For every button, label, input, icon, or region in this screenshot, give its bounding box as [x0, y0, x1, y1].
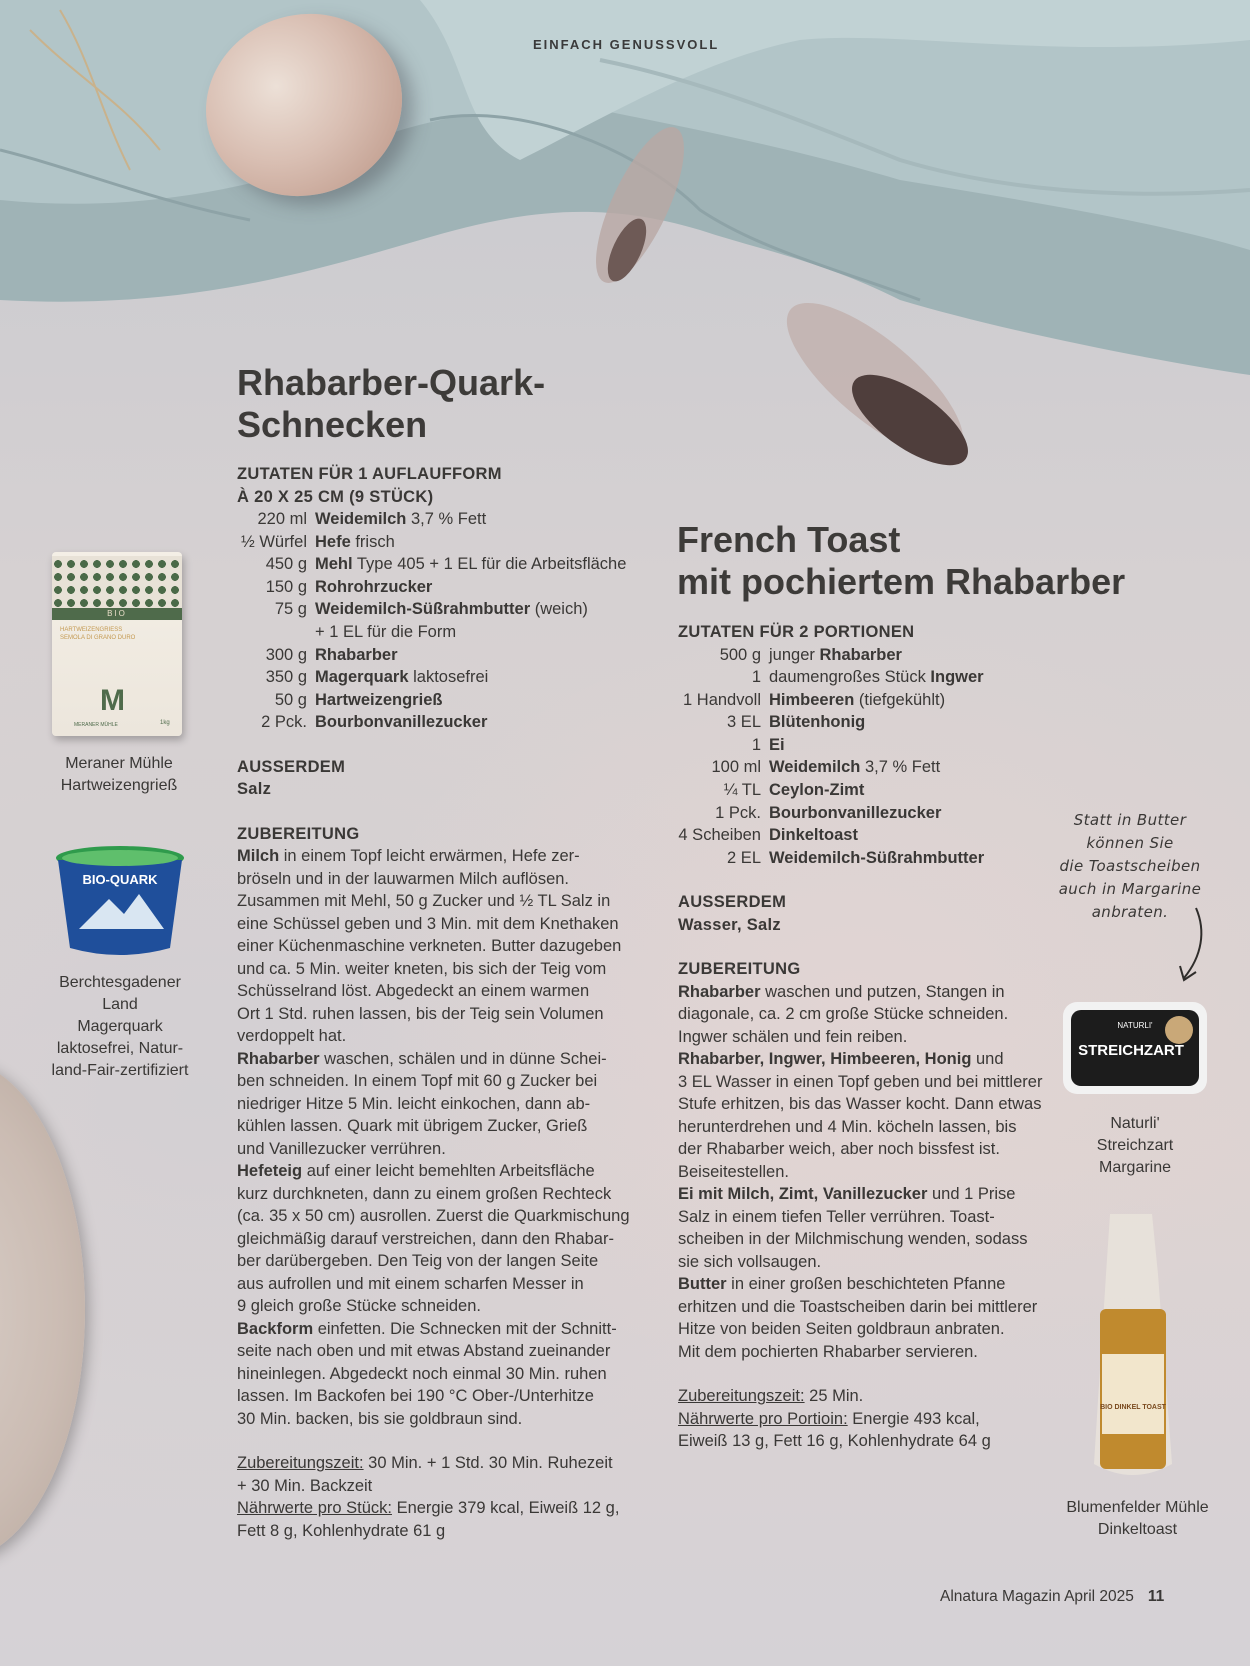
ingredient-quantity: 1 Handvoll	[683, 690, 761, 709]
step-line: Backform einfetten. Die Schnecken mit der Schnitt-	[237, 1319, 617, 1338]
ingredient-row	[237, 711, 637, 734]
step-line: diagonale, ca. 2 cm große Stücke schneiden.	[678, 1005, 1009, 1024]
ingredient-quantity: 350 g	[265, 668, 307, 687]
ingredient-quantity: 75 g	[274, 600, 307, 619]
ingredient-row	[237, 598, 637, 621]
ingredient-text: junger Rhabarber	[769, 645, 902, 664]
ingredient-row	[237, 666, 637, 689]
feather-decoration-2	[760, 270, 990, 490]
ingredient-text: Rohrohrzucker	[315, 577, 433, 596]
ingredient-quantity: 150 g	[265, 577, 307, 596]
ingredient-row	[237, 576, 637, 599]
recipe2-title: French Toast mit pochiertem Rhabarber	[677, 519, 1126, 602]
step-line: verdoppelt hat.	[237, 1027, 347, 1046]
recipe2-extra-heading: AUSSERDEM	[678, 893, 787, 912]
step-line: bröseln und in der lauwarmen Milch auflösen.	[237, 869, 570, 888]
ingredient-quantity: 1	[751, 668, 761, 687]
step-line: und Vanillezucker verrühren.	[237, 1139, 446, 1158]
step-line: gleichmäßig darauf verstreichen, dann den Rhabar-	[237, 1229, 614, 1248]
meraner-logo-icon: M	[100, 684, 125, 717]
page-number: 11	[1147, 1588, 1165, 1605]
margarine-caption: Naturli' Streichzart Margarine	[1096, 1115, 1174, 1176]
ingredient-quantity: 2 EL	[727, 848, 761, 867]
recipe1-info: Zubereitungszeit: 30 Min. + 1 Std. 30 Min. Ruhezeit + 30 Min. Backzeit Nährwerte pro Stück: Energie 379 kcal, Eiweiß 12 g, Fett 8 g, Kohlenhydrate 61 g	[237, 1454, 620, 1540]
recipe2-info: Zubereitungszeit: 25 Min. Nährwerte pro Portioin: Energie 493 kcal, Eiweiß 13 g, Fett 16 g, Kohlenhydrate 64 g	[678, 1387, 991, 1451]
svg-text:STREICHZART: STREICHZART	[1078, 1042, 1184, 1059]
quark-cup-image	[54, 844, 187, 958]
ingredient-text: + 1 EL für die Form	[315, 622, 457, 641]
step-line: ber darübergeben. Den Teig von der langen Seite	[237, 1252, 599, 1271]
recipe1-ingredients-heading: ZUTATEN FÜR 1 AUFLAUFFORM	[237, 465, 502, 483]
step-line: Ingwer schälen und fein reiben.	[678, 1027, 908, 1046]
ingredient-text: Rhabarber	[315, 645, 398, 664]
step-line: Beiseitestellen.	[678, 1162, 789, 1181]
step-line: einer Küchenmaschine verkneten. Butter dazugeben	[237, 937, 622, 956]
recipe1-ingredient-list	[237, 508, 637, 734]
step-line: Stufe erhitzen, bis das Wasser kocht. Dann etwas	[678, 1095, 1042, 1114]
step-line: der Rhabarber weich, aber noch bissfest ist.	[678, 1140, 1000, 1159]
ingredient-quantity: 3 EL	[727, 713, 761, 732]
ingredient-row	[237, 621, 637, 644]
ingredient-text: Hefe frisch	[315, 532, 395, 551]
step-line: Rhabarber waschen und putzen, Stangen in	[678, 982, 1005, 1001]
ingredient-row	[237, 531, 637, 554]
ingredient-row	[678, 847, 1073, 870]
ingredient-text: Weidemilch 3,7 % Fett	[315, 510, 487, 528]
ingredient-quantity	[237, 621, 307, 644]
step-line: kühlen lassen. Quark mit übrigem Zucker, Grieß	[237, 1117, 588, 1136]
step-line: Rhabarber, Ingwer, Himbeeren, Honig und	[678, 1050, 1004, 1069]
ingredient-text: Hartweizengrieß	[315, 690, 443, 709]
step-line: Salz in einem tiefen Teller verrühren. Toast-	[678, 1207, 995, 1226]
recipe2-ingredients-heading: ZUTATEN FÜR 2 PORTIONEN	[678, 623, 915, 641]
ingredient-text: Ei	[769, 735, 785, 754]
step-line: niedriger Hitze 5 Min. leicht einkochen, dann ab-	[237, 1094, 591, 1113]
ingredient-text: daumengroßes Stück Ingwer	[769, 668, 984, 687]
step-line: Rhabarber waschen, schälen und in dünne Schei-	[237, 1049, 607, 1068]
ingredient-quantity: ¼ TL	[723, 781, 761, 800]
step-line: hineinlegen. Abgedeckt noch einmal 30 Min. ruhen	[237, 1364, 607, 1383]
ingredient-text: Magerquark laktosefrei	[315, 668, 489, 687]
ingredient-row	[678, 666, 1073, 689]
flour-package-image: BIO HARTWEIZENGRIESS SEMOLA DI GRANO DURO M MERANER MÜHLE 1kg	[52, 552, 182, 736]
recipe2-column	[678, 621, 1073, 1453]
step-line: aus aufrollen und mit einem scharfen Messer in	[237, 1274, 584, 1293]
ingredient-text: Ceylon-Zimt	[769, 781, 865, 800]
ingredient-row	[678, 644, 1073, 667]
ingredient-row	[237, 508, 637, 531]
section-kicker: EINFACH GENUSSVOLL	[533, 37, 720, 52]
step-line: 9 gleich große Stücke schneiden.	[237, 1297, 481, 1316]
magazine-name: Alnatura Magazin April 2025	[940, 1588, 1134, 1605]
step-line: Ort 1 Std. ruhen lassen, bis der Teig sein Volumen	[237, 1004, 604, 1023]
ingredient-text: Dinkeltoast	[769, 826, 858, 845]
recipe2-steps	[678, 981, 1073, 1364]
step-line: Ei mit Milch, Zimt, Vanillezucker und 1 Prise	[678, 1185, 1016, 1204]
ingredient-text: Mehl Type 405 + 1 EL für die Arbeitsfläche	[315, 555, 627, 574]
ingredient-row	[678, 756, 1073, 779]
page-footer	[940, 1588, 1164, 1606]
step-line: Mit dem pochierten Rhabarber servieren.	[678, 1342, 978, 1361]
step-line: Butter in einer großen beschichteten Pfanne	[678, 1275, 1006, 1294]
recipe2-extra: Wasser, Salz	[678, 915, 781, 934]
ingredient-row	[237, 644, 637, 667]
ingredient-row	[678, 734, 1073, 757]
ingredient-text: Bourbonvanillezucker	[769, 803, 942, 822]
feather-decoration	[585, 110, 705, 300]
recipe2-ingredient-list	[678, 644, 1073, 870]
ingredient-quantity: 2 Pck.	[261, 713, 307, 732]
recipe1-ingredients-heading-2: À 20 X 25 CM (9 STÜCK)	[237, 487, 434, 506]
svg-text:BIO DINKEL TOAST: BIO DINKEL TOAST	[1100, 1404, 1166, 1411]
step-line: 30 Min. backen, bis sie goldbraun sind.	[237, 1409, 523, 1428]
step-line: Zusammen mit Mehl, 50 g Zucker und ½ TL Salz in	[237, 892, 611, 911]
recipe1-prep-heading: ZUBEREITUNG	[237, 824, 360, 843]
ingredient-text: Bourbonvanillezucker	[315, 713, 488, 732]
step-line: 3 EL Wasser in einen Topf geben und bei mittlerer	[678, 1072, 1043, 1091]
step-line: Schüsselrand löst. Abgedeckt an einem warmen	[237, 982, 590, 1001]
recipe1-column	[237, 463, 637, 1542]
ingredient-text: Himbeeren (tiefgekühlt)	[769, 690, 946, 709]
plate-decoration	[0, 1060, 85, 1560]
handwritten-note: Statt in Butter können Sie die Toastscheiben auch in Margarine anbraten.	[1058, 811, 1202, 921]
svg-text:BIO-QUARK: BIO-QUARK	[82, 872, 158, 887]
step-line: eine Schüssel geben und 3 Min. mit dem Knethaken	[237, 914, 619, 933]
step-line: lassen. Im Backofen bei 190 °C Ober-/Unterhitze	[237, 1387, 594, 1406]
step-line: kurz durchkneten, dann zu einem großen Rechteck	[237, 1184, 612, 1203]
ingredient-text: Blütenhonig	[769, 713, 866, 732]
ingredient-row	[237, 689, 637, 712]
curved-arrow-icon	[1176, 906, 1206, 984]
ingredient-quantity: 1	[751, 735, 761, 754]
step-line: scheiben in der Milchmischung wenden, sodass	[678, 1230, 1028, 1249]
step-line: und ca. 5 Min. weiter kneten, bis sich der Teig vom	[237, 959, 607, 978]
ingredient-quantity: 1 Pck.	[715, 803, 761, 822]
svg-text:NATURLI': NATURLI'	[1117, 1021, 1153, 1030]
quark-caption: Berchtesgadener Land Magerquark laktosefrei, Natur- land-Fair-zertifiziert	[51, 974, 189, 1079]
ingredient-quantity: 300 g	[265, 645, 307, 664]
recipe1-extra: Salz	[237, 780, 272, 799]
recipe1-title: Rhabarber-Quark- Schnecken	[237, 362, 546, 445]
ingredient-row	[678, 824, 1073, 847]
step-line: sie sich vollsaugen.	[678, 1252, 822, 1271]
ingredient-text: Weidemilch-Süßrahmbutter	[769, 848, 985, 867]
flour-caption: Meraner Mühle Hartweizengrieß	[60, 755, 178, 794]
recipe1-steps	[237, 845, 637, 1430]
ingredient-quantity: 50 g	[274, 690, 307, 709]
ingredient-row	[678, 802, 1073, 825]
toast-caption: Blumenfelder Mühle Dinkeltoast	[1066, 1499, 1209, 1538]
ingredient-quantity: 4 Scheiben	[678, 826, 761, 845]
ingredient-quantity: 500 g	[719, 645, 761, 664]
ingredient-row	[678, 711, 1073, 734]
recipe2-prep-heading: ZUBEREITUNG	[678, 960, 801, 979]
toast-bag-image	[1092, 1214, 1174, 1484]
step-line: (ca. 35 x 50 cm) ausrollen. Zuerst die Quarkmischung	[237, 1207, 630, 1226]
step-line: ben schneiden. In einem Topf mit 60 g Zucker bei	[237, 1072, 598, 1091]
step-line: herunterdrehen und 4 Min. köcheln lassen, bis	[678, 1117, 1017, 1136]
step-line: Hitze von beiden Seiten goldbraun anbraten.	[678, 1320, 1005, 1339]
step-line: seite nach oben und mit etwas Abstand zueinander	[237, 1342, 611, 1361]
ingredient-text: Weidemilch 3,7 % Fett	[769, 758, 941, 777]
ingredient-row	[678, 689, 1073, 712]
ingredient-quantity: 220 ml	[257, 510, 307, 528]
ingredient-quantity: ½ Würfel	[240, 532, 307, 551]
ingredient-row	[678, 779, 1073, 802]
step-line: Hefeteig auf einer leicht bemehlten Arbeitsfläche	[237, 1162, 595, 1181]
ingredient-row	[237, 553, 637, 576]
step-line: erhitzen und die Toastscheiben darin bei mittlerer	[678, 1297, 1038, 1316]
ingredient-quantity: 450 g	[265, 555, 307, 574]
ingredient-quantity: 100 ml	[711, 758, 761, 777]
recipe1-extra-heading: AUSSERDEM	[237, 757, 346, 776]
margarine-tub-image	[1061, 1000, 1209, 1096]
ingredient-text: Weidemilch-Süßrahmbutter (weich)	[315, 600, 588, 619]
step-line: Milch in einem Topf leicht erwärmen, Hefe zer-	[237, 847, 580, 866]
